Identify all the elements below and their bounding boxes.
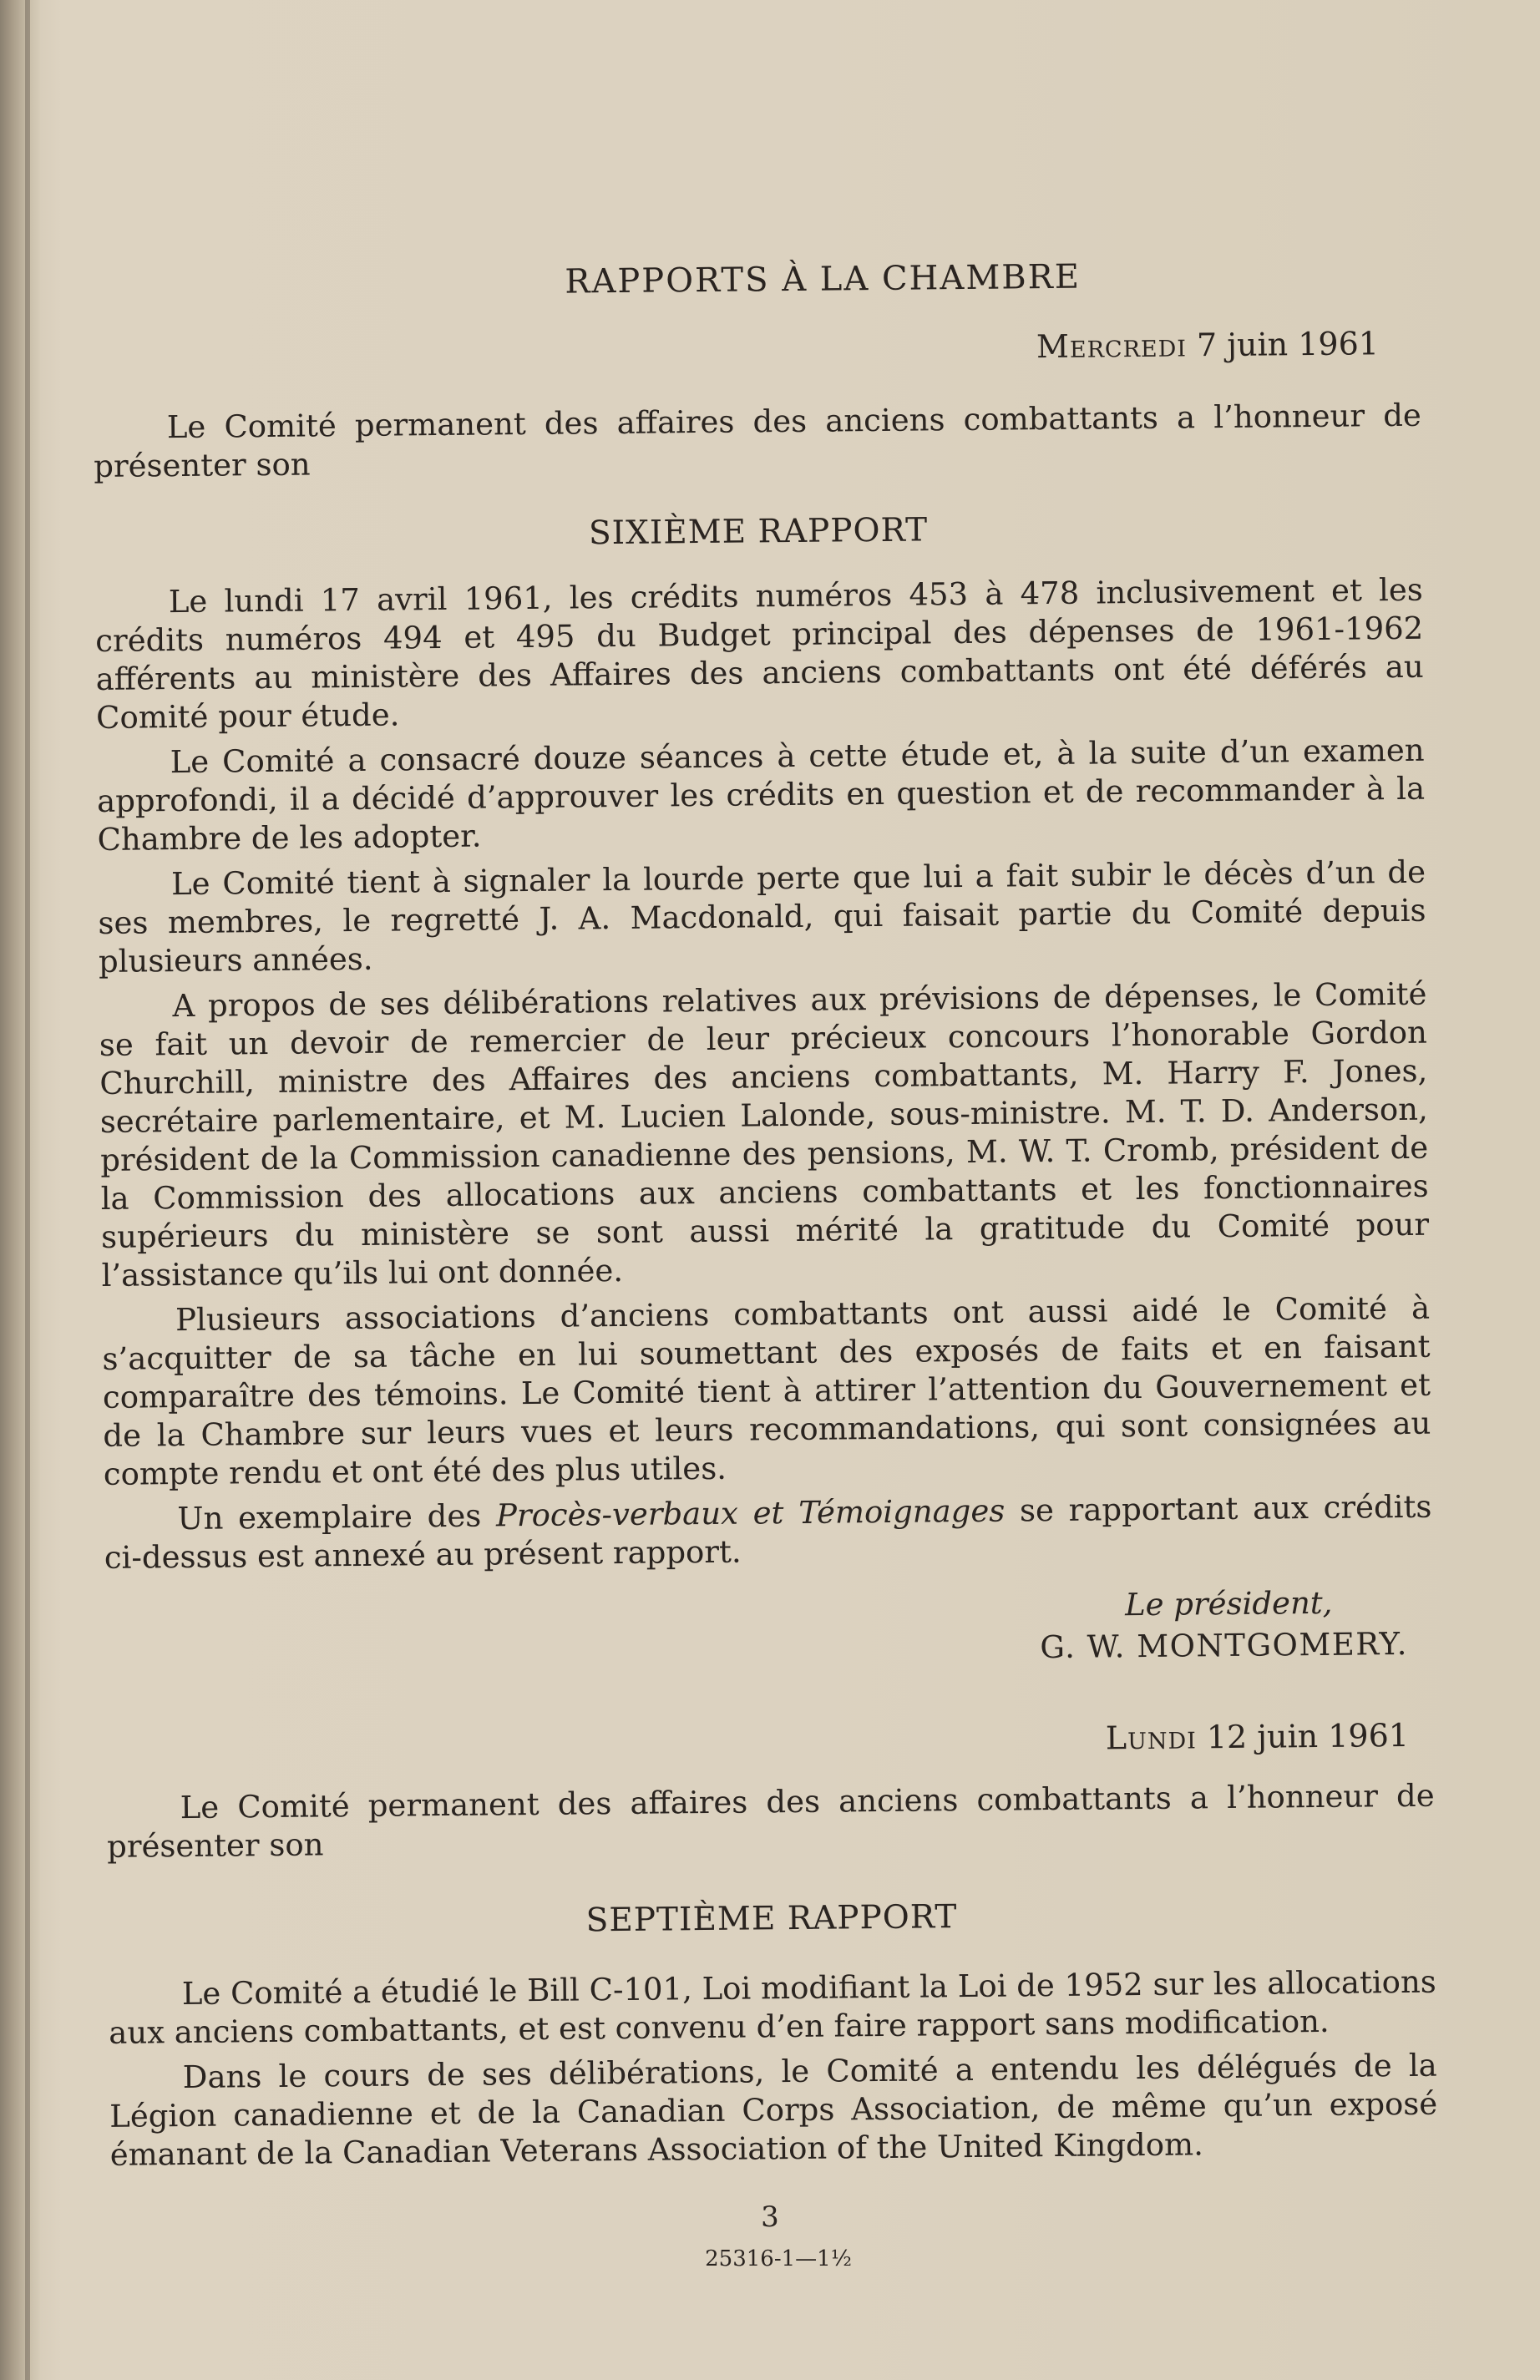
report7-date [106,1717,1434,1766]
annex-text-after: se rapportant aux crédits ci-dessus est annexé au présent rapport. [104,1488,1432,1576]
report6-paragraph-annex [104,1488,1432,1577]
page-number: 3 [761,2200,779,2234]
report7-date-day: Lundi [1105,1719,1197,1757]
report6-paragraph: Le Comité tient à signaler la lourde perte que lui a fait subir le décès d’un de ses membres, le regretté J. A. Macdonald, qui faisait partie du Comité depuis plusieurs années. [98,853,1426,980]
report6-paragraph: Le lundi 17 avril 1961, les crédits numéros 453 à 478 inclusivement et les crédits numéros 494 et 495 du Budget principal des dépenses de 1961-1962 afférents au ministère des Affaires des anciens combattants ont été déférés au Comité pour étude. [95,571,1424,736]
report7-title: SEPTIÈME RAPPORT [585,1898,958,1940]
report6-signature [104,1582,1433,1678]
report6-date-rest: 7 juin 1961 [1186,325,1380,364]
report6-date [93,325,1421,374]
report6-paragraph: Le Comité a consacré douze séances à cette étude et, à la suite d’un examen approfondi, il a décidé d’approuver les crédits en question et de recommander à la Chambre de les adopter. [96,732,1426,858]
report6-date-day: Mercredi [1036,327,1188,366]
page-heading: RAPPORTS À LA CHAMBRE [565,257,1082,301]
report6-intro: Le Comité permanent des affaires des anciens combattants a l’honneur de présenter son [94,397,1421,484]
report6-paragraph: Plusieurs associations d’anciens combattants ont aussi aidé le Comité à s’acquitter de sa tâche en lui soumettant des exposés de faits et en faisant comparaître des témoins. Le Comité tient à attirer l’attention du Gouvernement et de la Chambre sur leurs vues et leurs recommandations, qui sont consignées au compte rendu et ont été des plus utiles. [102,1289,1431,1492]
print-code: 25316-1—1½ [705,2246,852,2271]
annex-title-italic: Procès-verbaux et Témoignages [495,1492,1006,1534]
report6-title: SIXIÈME RAPPORT [588,511,929,553]
report7-paragraph: Le Comité a étudié le Bill C-101, Loi modifiant la Loi de 1952 sur les allocations aux anciens combattants, et est convenu d’en faire rapport sans modification. [109,1963,1436,2051]
annex-text-before: Un exemplaire des [177,1497,497,1537]
signature-role: Le président, [1124,1584,1333,1623]
report6-paragraph: A propos de ses délibérations relatives aux prévisions de dépenses, le Comité se fait un devoir de remercier de leur précieux concours l’honorable Gordon Churchill, ministre des Affaires des anciens combattants, M. Harry F. Jones, secrétaire parlementaire, et M. Lucien Lalonde, sous-ministre. M. T. D. Anderson, président de la Commission canadienne des pensions, M. W. T. Cromb, président de la Commission des allocations aux anciens combattants et les fonctionnaires supérieurs du ministère se sont aussi mérité la gratitude du Comité pour l’assistance qu’ils lui ont donnée. [99,975,1430,1294]
document-body [92,255,1438,2181]
report7-paragraph: Dans le cours de ses délibérations, le Comité a entendu les délégués de la Légion canadienne et de la Canadian Corps Association, de même qu’un exposé émanant de la Canadian Veterans Association of the United Kingdom. [109,2047,1438,2173]
book-binding-edge [0,0,40,2380]
report7-date-rest: 12 juin 1961 [1196,1716,1410,1756]
report7-intro: Le Comité permanent des affaires des anciens combattants a l’honneur de présenter son [106,1777,1435,1865]
signature-name: G. W. MONTGOMERY. [1040,1625,1409,1666]
